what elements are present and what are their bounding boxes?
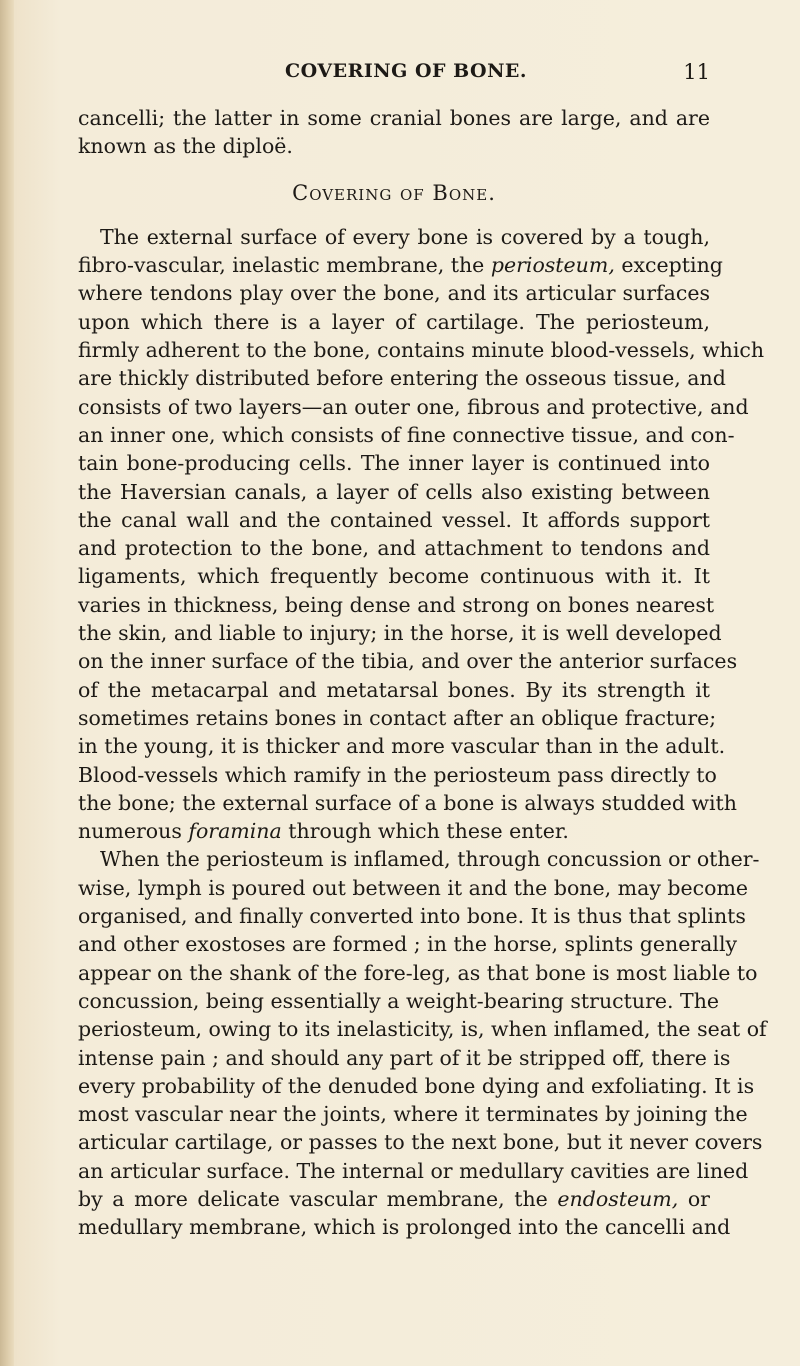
paragraph-periosteum [78, 223, 765, 846]
running-title: COVERING OF BONE. [285, 60, 528, 82]
text-segment: intense pain ; and should any part of it be stripped off, there is [78, 1045, 731, 1070]
text-segment: through which these enter. [281, 819, 569, 844]
text-line [78, 704, 717, 732]
text-segment: excepting [614, 253, 723, 278]
text-segment: the skin, and liable to injury; in the horse, it is well developed [78, 621, 722, 646]
text-segment: an articular surface. The internal or medullary cavities are lined [78, 1158, 749, 1183]
text-line [78, 987, 720, 1015]
text-segment: every probability of the denuded bone dying and exfoliating. It is [78, 1073, 755, 1098]
text-line [78, 761, 717, 789]
text-line: known as the diploë. [78, 134, 293, 159]
text-line [78, 478, 710, 506]
text-line [78, 1213, 731, 1241]
text-line [78, 393, 749, 421]
text-line [78, 1044, 731, 1072]
paragraph-inflammation [78, 845, 767, 1241]
text-segment: varies in thickness, being dense and strong on bones nearest [78, 592, 715, 617]
text-segment: by a more delicate vascular membrane, the [78, 1186, 558, 1211]
text-segment: upon which there is a layer of cartilage. The periosteum, [78, 309, 710, 334]
text-line [78, 336, 765, 364]
text-line [78, 789, 738, 817]
text-segment: of the metacarpal and metatarsal bones. By its strength it [78, 677, 710, 702]
text-line [78, 647, 738, 675]
section-heading: Covering of Bone. [292, 180, 496, 205]
text-segment: the Haversian canals, a layer of cells also existing between [78, 479, 710, 504]
page-number: 11 [683, 60, 710, 84]
text-segment: consists of two layers—an outer one, fibrous and protective, and [78, 394, 749, 419]
text-segment: the canal wall and the contained vessel. It affords support [78, 507, 710, 532]
text-segment: numerous [78, 819, 189, 844]
text-line [78, 506, 710, 534]
text-segment: firmly adherent to the bone, contains minute blood-vessels, which [78, 338, 765, 363]
text-segment: are thickly distributed before entering the osseous tissue, and [78, 366, 726, 391]
text-line [78, 676, 710, 704]
text-line [78, 874, 749, 902]
text-line [78, 1128, 763, 1156]
text-line [78, 534, 710, 562]
text-line [78, 930, 738, 958]
text-segment: ligaments, which frequently become continuous with it. It [78, 564, 710, 589]
text-line: cancelli; the latter in some cranial bones are large, and are [78, 106, 710, 130]
text-segment: the bone; the external surface of a bone is always studded with [78, 790, 738, 815]
text-line [78, 421, 735, 449]
body-text [78, 104, 767, 1242]
text-segment: an inner one, which consists of fine connective tissue, and con- [78, 422, 735, 447]
text-line [78, 1100, 748, 1128]
text-segment: concussion, being essentially a weight-bearing structure. The [78, 988, 720, 1013]
text-segment: and protection to the bone, and attachment to tendons and [78, 536, 710, 561]
italic-term: periosteum, [490, 253, 615, 278]
text-line [78, 223, 710, 251]
text-line [78, 279, 710, 307]
text-segment: medullary membrane, which is prolonged into the cancelli and [78, 1215, 731, 1240]
text-segment: or [678, 1186, 710, 1211]
text-segment: tain bone-producing cells. The inner layer is continued into [78, 451, 710, 476]
page-binding-edge [0, 0, 14, 1366]
text-segment: in the young, it is thicker and more vascular than in the adult. [78, 734, 726, 759]
text-segment: periosteum, owing to its inelasticity, is, when inflamed, the seat of [78, 1017, 767, 1042]
text-segment: appear on the shank of the fore-leg, as that bone is most liable to [78, 960, 758, 985]
text-line [78, 308, 710, 336]
text-line [78, 449, 710, 477]
text-segment: When the periosteum is inflamed, through concussion or other- [100, 847, 760, 872]
text-segment: sometimes retains bones in contact after an oblique fracture; [78, 705, 717, 730]
text-line [78, 591, 715, 619]
text-segment: wise, lymph is poured out between it and the bone, may become [78, 875, 749, 900]
text-line [78, 845, 760, 873]
text-line [78, 364, 726, 392]
text-line [78, 817, 710, 845]
text-line [78, 1015, 767, 1043]
text-line [78, 619, 722, 647]
text-segment: on the inner surface of the tibia, and over the anterior surfaces [78, 649, 738, 674]
running-head [80, 60, 710, 90]
text-segment: and other exostoses are formed ; in the horse, splints generally [78, 932, 738, 957]
text-line [78, 959, 758, 987]
text-line [78, 562, 710, 590]
text-line [78, 1185, 710, 1213]
text-line [78, 1157, 749, 1185]
text-segment: articular cartilage, or passes to the next bone, but it never covers [78, 1130, 763, 1155]
text-line [78, 732, 726, 760]
text-line [78, 902, 746, 930]
text-line [78, 1072, 755, 1100]
text-segment: most vascular near the joints, where it terminates by joining the [78, 1102, 748, 1127]
italic-term: endosteum, [557, 1186, 679, 1211]
text-segment: Blood-vessels which ramify in the periosteum pass directly to [78, 762, 717, 787]
text-segment: organised, and finally converted into bone. It is thus that splints [78, 904, 746, 929]
text-segment: The external surface of every bone is covered by a tough, [100, 224, 710, 249]
text-line [78, 251, 723, 279]
text-segment: fibro-vascular, inelastic membrane, the [78, 253, 491, 278]
text-segment: where tendons play over the bone, and its articular surfaces [78, 281, 710, 306]
italic-term: foramina [188, 819, 282, 844]
